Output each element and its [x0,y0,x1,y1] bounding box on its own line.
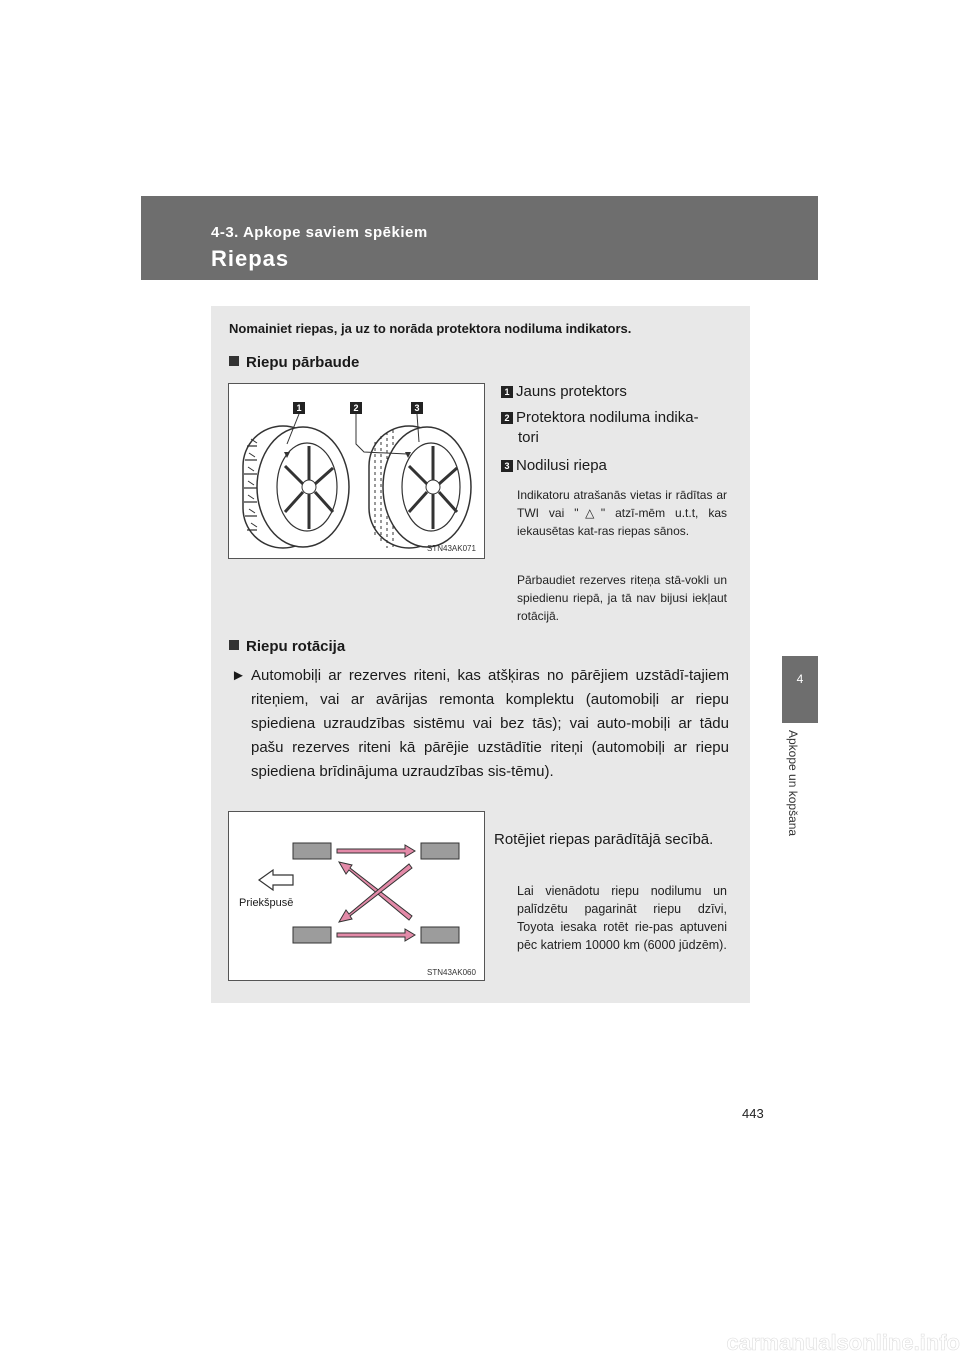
square-bullet-icon [229,640,239,650]
rotation-condition-text: Automobiļi ar rezerves riteni, kas atšķiras no pārējiem uzstādī-tajiem riteņiem, vai ar avārijas remonta komplektu (automobiļi ar riepu spiediena uzraudzības sistēmu vai bez tās); vai auto-mobiļi ar tādu pašu rezerves riteni kā pārējie uzstādītie riteņi (automobiļi ar riepu spiediena brīdinājuma uzraudzības sis-tēmu). [251,667,729,780]
tire-wear-figure [228,383,485,559]
rotation-condition [231,664,729,784]
rotation-instruction: Rotējiet riepas parādītājā secībā. [494,831,714,848]
triangle-bullet-icon: ► [231,667,246,684]
callout-badge-2: 2 [350,402,362,414]
triangle-icon: △ [578,506,601,520]
rotation-arrows [337,845,415,941]
legend-item-wear-indicator [501,408,731,448]
front-label: Priekšpusē [239,897,294,909]
chapter-tab[interactable] [782,656,818,723]
callout-badge-3: 3 [411,402,423,414]
rear-right-tire [421,927,459,943]
section-label: 4-3. Apkope saviem spēkiem [211,224,428,241]
svg-text:carmanualsonline.info: carmanualsonline.info [726,1330,960,1355]
legend-label: Jauns protektors [516,383,627,400]
legend-item-worn-tread [501,456,607,476]
front-left-tire [293,843,331,859]
intro-text: Nomainiet riepas, ja uz to norāda protektora nodiluma indikators. [229,321,632,336]
chapter-label-container [786,730,810,930]
spare-tire-note: Pārbaudiet rezerves riteņa stā-vokli un spiedienu riepā, ja tā nav bijusi iekļaut rotācijā. [517,573,727,623]
arrow-rear-to-right [337,929,415,941]
legend-label: Protektora nodiluma indika- [516,409,699,426]
indicator-location-note [517,486,727,540]
legend-label-continued: tori [518,429,539,446]
tire-check-heading-text: Riepu pārbaude [246,354,360,371]
rear-left-tire [293,927,331,943]
front-right-tire [421,843,459,859]
content-panel [211,306,750,1003]
new-tire-illustration [243,426,349,548]
tire-rotation-heading-text: Riepu rotācija [246,638,346,655]
chapter-label: Apkope un kopšana [786,730,800,837]
front-direction-arrow [259,870,293,890]
page-number: 443 [742,1106,764,1121]
watermark [562,1330,960,1358]
arrow-front-to-right [337,845,415,857]
rotation-note: Lai vienādotu riepu nodilumu un palīdzētu pagarināt riepu dzīvi, Toyota iesaka rotēt rie-pas aptuveni pēc katriem 10000 km (6000 jūdzēm). [517,884,727,952]
tire-rotation-diagram [229,812,484,980]
worn-tire-illustration [369,426,471,548]
tire-rotation-figure [228,811,485,981]
note-text-part1: Indikatoru atrašanās vietas ir rādītas ar TWI vai " [517,488,727,520]
number-badge: 1 [501,386,513,398]
callout-badge-1: 1 [293,402,305,414]
tire-rotation-heading [229,638,345,655]
note-text-part2: " atzī-mēm u.t.t, kas iekausētas kat-ras riepas sānos. [517,506,727,538]
number-badge: 2 [501,412,513,424]
tire-check-heading [229,354,359,371]
legend-label: Nodilusi riepa [516,457,607,474]
figure-code: STN43AK071 [427,544,476,553]
figure-code: STN43AK060 [427,968,476,977]
number-badge: 3 [501,460,513,472]
page-title: Riepas [211,246,290,271]
header-bar [141,196,818,280]
chapter-number: 4 [796,672,804,686]
legend-item-new-tread [501,382,627,402]
square-bullet-icon [229,356,239,366]
